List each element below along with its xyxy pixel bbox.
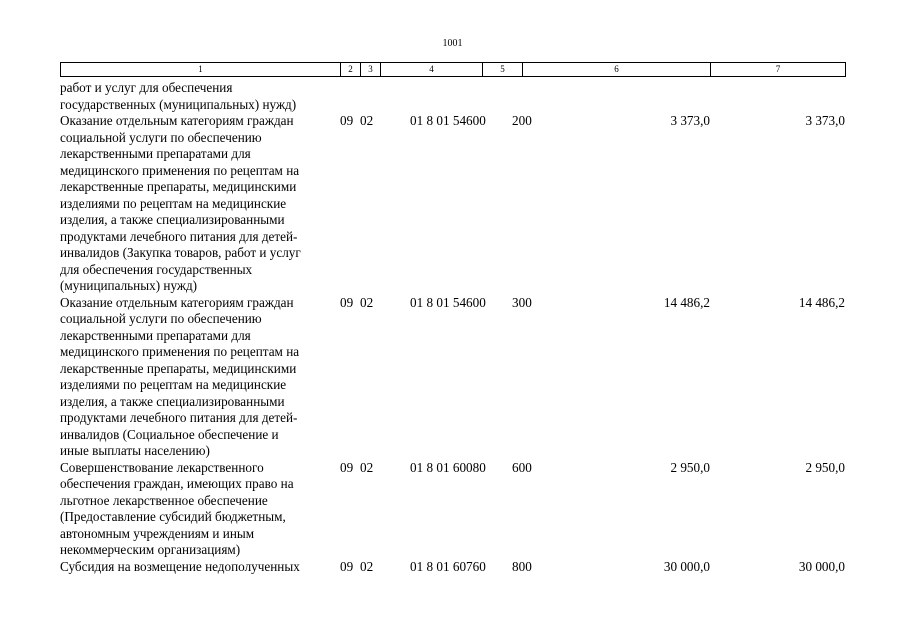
column-number-header [60, 62, 846, 77]
description-line: лекарственные препараты, медицинскими [60, 360, 297, 376]
description-line: изделия, а также специализированными [60, 212, 285, 227]
section-code: 09 [340, 459, 354, 475]
header-col-2: 2 [341, 63, 361, 77]
table-row [60, 80, 845, 113]
header-col-1: 1 [61, 63, 341, 77]
amount-col-6: 2 950,0 [670, 459, 710, 475]
subsection-code: 02 [360, 459, 374, 475]
subsection-code [360, 80, 410, 113]
description-line: некоммерческим организациям) [60, 542, 241, 557]
amount-col-7: 3 373,0 [805, 113, 845, 128]
amount-col-7: 14 486,2 [798, 294, 845, 310]
amount-col-7 [710, 80, 845, 113]
row-description [60, 80, 340, 113]
description-line: государственных (муниципальных) нужд) [60, 96, 297, 112]
target-article-code [410, 80, 512, 113]
description-line: обеспечения граждан, имеющих право на [60, 476, 294, 491]
table-row [60, 295, 845, 460]
budget-table [60, 80, 845, 575]
amount-col-6 [552, 80, 710, 113]
description-line: автономным учреждениям и иным [60, 525, 255, 541]
description-line: льготное лекарственное обеспечение [60, 492, 268, 508]
amount-col-6: 30 000,0 [663, 558, 710, 574]
header-col-6: 6 [523, 63, 711, 77]
description-line: Субсидия на возмещение недополученных [60, 558, 300, 574]
description-line: Оказание отдельным категориям граждан [60, 113, 294, 128]
expense-type-code: 800 [512, 558, 532, 574]
description-line: лекарственные препараты, медицинскими [60, 179, 297, 194]
description-line: социальной услуги по обеспечению [60, 311, 262, 326]
row-description [60, 460, 340, 559]
description-line: продуктами лечебного питания для детей- [60, 228, 298, 244]
description-line: социальной услуги по обеспечению [60, 129, 262, 145]
section-code: 09 [340, 558, 354, 574]
header-col-7: 7 [711, 63, 846, 77]
description-line: (Предоставление субсидий бюджетным, [60, 509, 286, 524]
target-article-code: 01 8 01 54600 [410, 113, 486, 128]
description-line: (муниципальных) нужд) [60, 278, 198, 293]
description-line: изделиями по рецептам на медицинские [60, 377, 287, 392]
header-col-3: 3 [361, 63, 381, 77]
description-line: лекарственными препаратами для [60, 327, 251, 343]
expense-type-code [512, 80, 552, 113]
expense-type-code: 600 [512, 459, 532, 475]
page-number: 1001 [442, 38, 463, 49]
target-article-code: 01 8 01 60080 [410, 459, 486, 475]
target-article-code: 01 8 01 54600 [410, 294, 486, 310]
table-row [60, 113, 845, 295]
expense-type-code: 200 [512, 113, 532, 128]
amount-col-7: 30 000,0 [798, 558, 845, 574]
row-description [60, 113, 340, 295]
expense-type-code: 300 [512, 294, 532, 310]
row-description [60, 559, 340, 576]
description-line: изделиями по рецептам на медицинские [60, 195, 287, 211]
description-line: продуктами лечебного питания для детей- [60, 410, 298, 425]
section-code [340, 80, 360, 113]
table-row [60, 559, 845, 576]
description-line: лекарственными препаратами для [60, 146, 251, 161]
amount-col-6: 3 373,0 [670, 113, 710, 128]
description-line: инвалидов (Социальное обеспечение и [60, 426, 279, 442]
description-line: медицинского применения по рецептам на [60, 162, 300, 178]
description-line: Оказание отдельным категориям граждан [60, 294, 294, 310]
section-code: 09 [340, 113, 354, 128]
section-code: 09 [340, 294, 354, 310]
subsection-code: 02 [360, 294, 374, 310]
row-description [60, 295, 340, 460]
table-row [60, 460, 845, 559]
amount-col-6: 14 486,2 [663, 294, 710, 310]
subsection-code: 02 [360, 113, 374, 128]
header-col-4: 4 [381, 63, 483, 77]
description-line: инвалидов (Закупка товаров, работ и услуг [60, 245, 301, 260]
header-row [61, 63, 846, 77]
description-line: изделия, а также специализированными [60, 393, 285, 409]
header-col-5: 5 [483, 63, 523, 77]
description-line: работ и услуг для обеспечения [60, 80, 233, 95]
description-line: иные выплаты населению) [60, 443, 210, 458]
subsection-code: 02 [360, 558, 374, 574]
description-line: для обеспечения государственных [60, 261, 253, 277]
description-line: Совершенствование лекарственного [60, 459, 264, 475]
target-article-code: 01 8 01 60760 [410, 558, 486, 574]
amount-col-7: 2 950,0 [805, 459, 845, 475]
description-line: медицинского применения по рецептам на [60, 344, 300, 359]
